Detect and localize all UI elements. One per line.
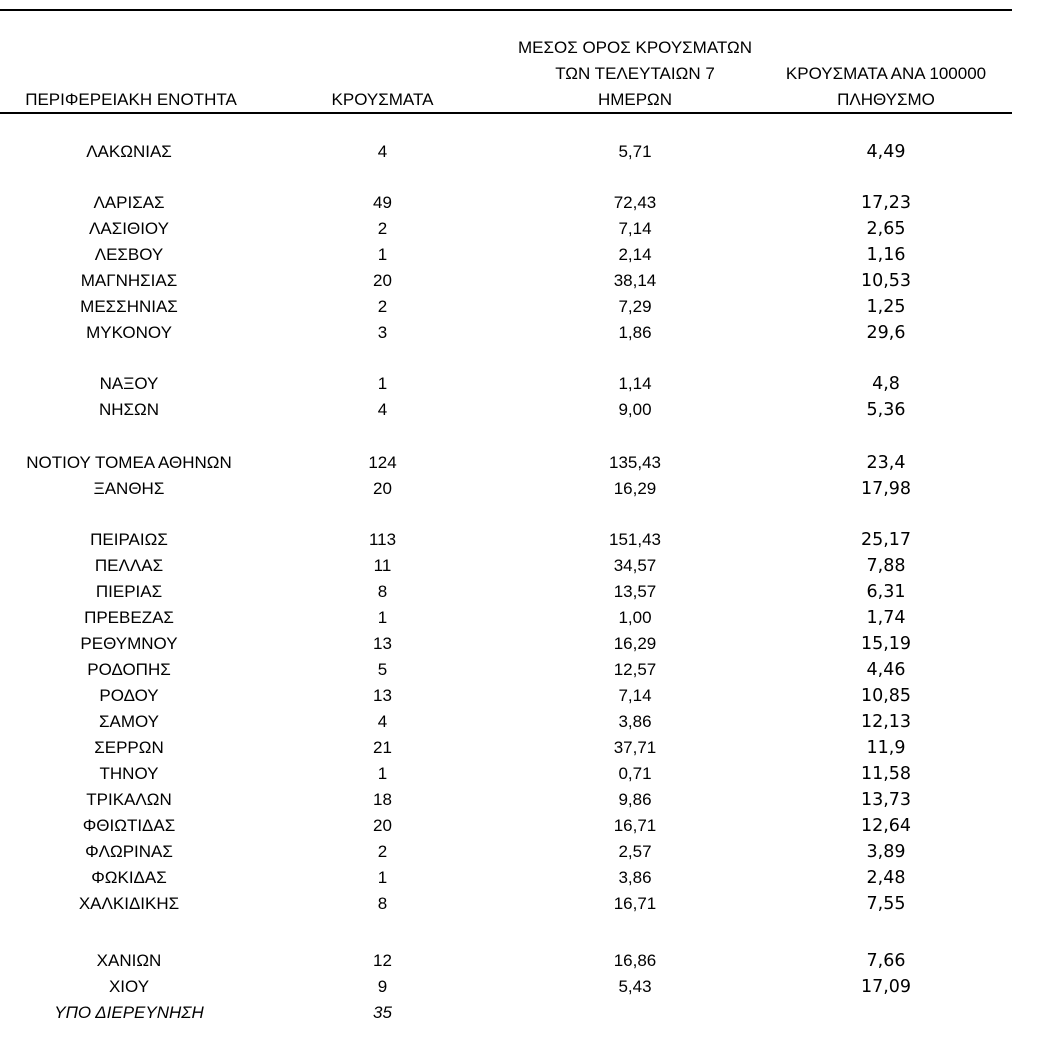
cell-cases-per-100k: 25,17 [860, 530, 912, 550]
cell-region: ΜΥΚΟΝΟΥ [86, 323, 172, 342]
cell-region: ΛΑΚΩΝΙΑΣ [86, 142, 172, 161]
cell-7day-average: 12,57 [613, 660, 657, 679]
cell-region: ΡΕΘΥΜΝΟΥ [80, 634, 178, 653]
cell-7day-average: 7,29 [618, 297, 652, 316]
cell-region: ΛΕΣΒΟΥ [94, 245, 164, 264]
cell-region: ΧΑΛΚΙΔΙΚΗΣ [78, 894, 180, 913]
cell-7day-average: 37,71 [613, 738, 657, 757]
cell-7day-average: 151,43 [609, 530, 661, 549]
header-cases-per-100k [760, 61, 1012, 113]
cell-cases-per-100k: 29,6 [866, 323, 906, 343]
cell-region: ΣΕΡΡΩΝ [94, 738, 164, 757]
header-region: ΠΕΡΙΦΕΡΕΙΑΚΗ ΕΝΟΤΗΤΑ [25, 90, 237, 109]
table-row [0, 527, 1012, 553]
cell-region: ΝΑΞΟΥ [99, 374, 159, 393]
cell-region: ΝΗΣΩΝ [98, 400, 160, 419]
cell-cases: 20 [373, 271, 392, 290]
cell-7day-average: 38,14 [613, 271, 657, 290]
table-row [0, 139, 1012, 165]
cell-cases: 1 [377, 764, 388, 783]
cell-region: ΝΟΤΙΟΥ ΤΟΜΕΑ ΑΘΗΝΩΝ [26, 453, 232, 472]
cell-cases-per-100k: 1,25 [866, 297, 906, 317]
cell-cases-per-100k: 11,9 [866, 738, 906, 758]
table-row [0, 579, 1012, 605]
cell-cases-per-100k: 12,13 [860, 712, 912, 732]
cell-7day-average: 16,71 [613, 816, 657, 835]
cell-cases-per-100k: 7,55 [866, 894, 906, 914]
cell-cases: 124 [368, 453, 397, 472]
cell-cases: 21 [373, 738, 392, 757]
header-cases: ΚΡΟΥΣΜΑΤΑ [331, 90, 434, 109]
header-cases-per-100k-line1: ΚΡΟΥΣΜΑΤΑ ΑΝΑ 100000 [785, 64, 987, 83]
cell-region: ΞΑΝΘΗΣ [93, 479, 165, 498]
cell-cases: 8 [377, 894, 388, 913]
table-row [0, 709, 1012, 735]
cell-cases-per-100k: 4,46 [866, 660, 906, 680]
cell-7day-average: 3,86 [618, 868, 652, 887]
table-row [0, 839, 1012, 865]
cell-7day-average: 5,71 [618, 142, 652, 161]
table-row [0, 553, 1012, 579]
cell-cases-per-100k: 5,36 [866, 400, 906, 420]
cell-cases: 3 [377, 323, 388, 342]
cell-7day-average: 1,00 [618, 608, 652, 627]
cell-cases: 1 [377, 245, 388, 264]
cell-cases: 20 [373, 816, 392, 835]
cell-7day-average: 7,14 [618, 219, 652, 238]
table-row [0, 605, 1012, 631]
cell-cases: 9 [377, 977, 388, 996]
cell-cases: 35 [373, 1003, 392, 1022]
cell-cases-per-100k: 6,31 [866, 582, 906, 602]
cell-7day-average: 16,71 [613, 894, 657, 913]
cell-7day-average: 1,86 [618, 323, 652, 342]
cell-cases-per-100k: 17,98 [860, 479, 912, 499]
table-row [0, 948, 1012, 974]
table-row [0, 813, 1012, 839]
table-row-under-investigation [0, 1000, 1012, 1026]
cell-cases-per-100k: 23,4 [866, 453, 906, 473]
table-row [0, 683, 1012, 709]
cell-cases-per-100k: 13,73 [860, 790, 912, 810]
cell-region: ΤΡΙΚΑΛΩΝ [86, 790, 172, 809]
cell-7day-average: 72,43 [613, 193, 657, 212]
cell-region: ΦΘΙΩΤΙΔΑΣ [82, 816, 176, 835]
cell-7day-average: 13,57 [613, 582, 657, 601]
cell-region: ΡΟΔΟΠΗΣ [87, 660, 171, 679]
cell-cases-per-100k: 17,09 [860, 977, 912, 997]
table-row [0, 294, 1012, 320]
cell-cases: 1 [377, 374, 388, 393]
cell-7day-average: 34,57 [613, 556, 657, 575]
cell-cases: 13 [373, 634, 392, 653]
header-bottom-rule [0, 112, 1012, 114]
cell-7day-average: 2,14 [618, 245, 652, 264]
header-7day-average-line3: ΗΜΕΡΩΝ [597, 90, 673, 109]
table-row [0, 371, 1012, 397]
cell-cases: 1 [377, 608, 388, 627]
header-cases-per-100k-line2: ΠΛΗΘΥΣΜΟ [837, 90, 935, 109]
table-row [0, 865, 1012, 891]
cell-cases: 5 [377, 660, 388, 679]
table-row [0, 320, 1012, 346]
table-row [0, 450, 1012, 476]
cell-region: ΥΠΟ ΔΙΕΡΕΥΝΗΣΗ [54, 1003, 204, 1022]
cell-cases-per-100k: 11,58 [860, 764, 912, 784]
cell-7day-average: 2,57 [618, 842, 652, 861]
cell-region: ΡΟΔΟΥ [99, 686, 159, 705]
cell-cases: 4 [377, 142, 388, 161]
cell-region: ΧΑΝΙΩΝ [96, 951, 162, 970]
cell-cases-per-100k: 15,19 [860, 634, 912, 654]
table-row [0, 657, 1012, 683]
table-row [0, 787, 1012, 813]
table-row [0, 974, 1012, 1000]
cell-region: ΧΙΟΥ [108, 977, 150, 996]
cell-region: ΛΑΡΙΣΑΣ [93, 193, 165, 212]
cell-cases: 2 [377, 842, 388, 861]
cell-7day-average: 9,86 [618, 790, 652, 809]
header-7day-average [500, 35, 770, 113]
cell-region: ΜΕΣΣΗΝΙΑΣ [80, 297, 178, 316]
cell-cases: 1 [377, 868, 388, 887]
cell-region: ΠΡΕΒΕΖΑΣ [84, 608, 174, 627]
cell-7day-average: 1,14 [618, 374, 652, 393]
cell-cases: 8 [377, 582, 388, 601]
cell-cases-per-100k: 17,23 [860, 193, 912, 213]
cell-cases-per-100k: 12,64 [860, 816, 912, 836]
cell-region: ΠΕΛΛΑΣ [94, 556, 164, 575]
cell-cases-per-100k: 1,74 [866, 608, 906, 628]
cell-cases-per-100k: 10,53 [860, 271, 912, 291]
cell-region: ΦΛΩΡΙΝΑΣ [85, 842, 173, 861]
cell-cases: 20 [373, 479, 392, 498]
cell-cases: 4 [377, 400, 388, 419]
cell-cases: 4 [377, 712, 388, 731]
cell-cases: 49 [373, 193, 392, 212]
table-row [0, 268, 1012, 294]
table-row [0, 216, 1012, 242]
table-row [0, 242, 1012, 268]
cell-region: ΦΩΚΙΔΑΣ [91, 868, 167, 887]
cell-7day-average: 16,29 [613, 479, 657, 498]
cell-cases: 2 [377, 297, 388, 316]
cell-cases-per-100k: 3,89 [866, 842, 906, 862]
cell-cases-per-100k: 10,85 [860, 686, 912, 706]
table-row [0, 891, 1012, 917]
cell-7day-average: 135,43 [609, 453, 661, 472]
cell-region: ΣΑΜΟΥ [98, 712, 160, 731]
cell-cases-per-100k: 1,16 [866, 245, 906, 265]
table-row [0, 761, 1012, 787]
table-row [0, 631, 1012, 657]
cell-cases-per-100k: 7,88 [866, 556, 906, 576]
cell-cases-per-100k: 4,49 [866, 142, 906, 162]
cell-region: ΛΑΣΙΘΙΟΥ [89, 219, 169, 238]
cell-7day-average: 7,14 [618, 686, 652, 705]
header-7day-average-line2: ΤΩΝ ΤΕΛΕΥΤΑΙΩΝ 7 [555, 64, 715, 83]
cell-cases: 2 [377, 219, 388, 238]
table-top-rule [0, 9, 1012, 11]
cell-7day-average: 5,43 [618, 977, 652, 996]
table-row [0, 397, 1012, 423]
cell-cases: 13 [373, 686, 392, 705]
cell-region: ΠΙΕΡΙΑΣ [95, 582, 163, 601]
cell-cases-per-100k: 4,8 [872, 374, 900, 394]
cell-7day-average: 16,29 [613, 634, 657, 653]
cell-cases: 11 [373, 556, 392, 575]
cell-cases-per-100k: 2,48 [866, 868, 906, 888]
cell-7day-average: 16,86 [613, 951, 657, 970]
cell-7day-average: 3,86 [618, 712, 652, 731]
cell-region: ΠΕΙΡΑΙΩΣ [90, 530, 168, 549]
table-row [0, 476, 1012, 502]
cell-cases: 113 [368, 530, 397, 549]
cell-7day-average: 9,00 [618, 400, 652, 419]
cell-region: ΤΗΝΟΥ [99, 764, 159, 783]
cell-region: ΜΑΓΝΗΣΙΑΣ [80, 271, 178, 290]
cell-cases: 12 [373, 951, 392, 970]
table-row [0, 190, 1012, 216]
cell-cases: 18 [373, 790, 392, 809]
cell-cases-per-100k: 7,66 [866, 951, 906, 971]
cell-7day-average: 0,71 [618, 764, 652, 783]
header-7day-average-line1: ΜΕΣΟΣ ΟΡΟΣ ΚΡΟΥΣΜΑΤΩΝ [518, 38, 752, 57]
table-row [0, 735, 1012, 761]
cell-cases-per-100k: 2,65 [866, 219, 906, 239]
